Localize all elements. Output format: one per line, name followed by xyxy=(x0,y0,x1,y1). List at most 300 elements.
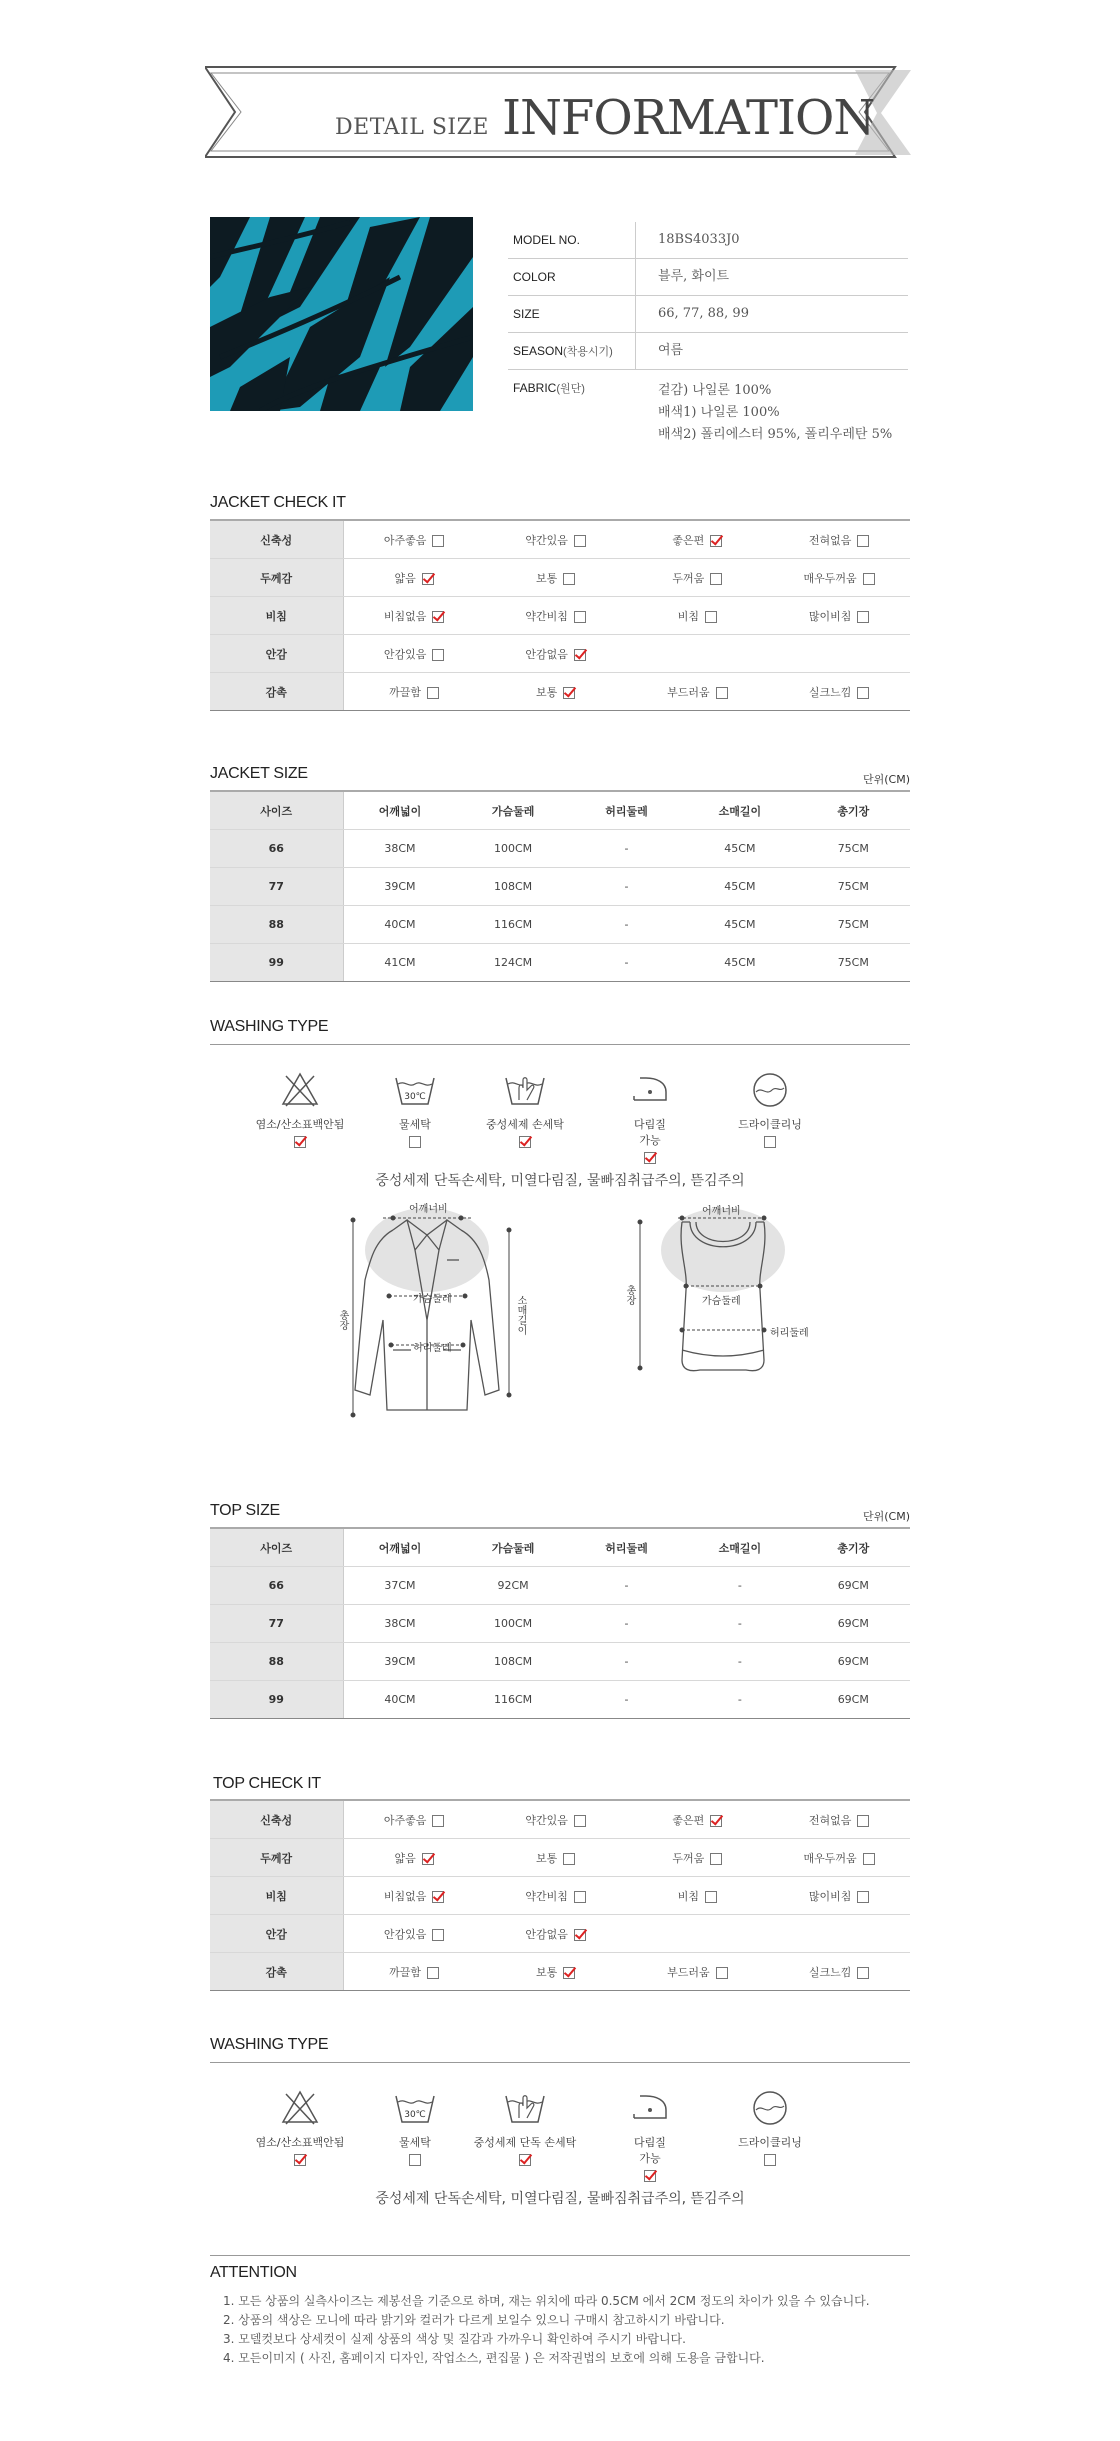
attention-item: 4. 모든이미지 ( 사진, 홈페이지 디자인, 작업소스, 편집물 ) 은 저작권법의 보호에 의해 도용을 금합니다. xyxy=(223,2351,765,2365)
check-cell xyxy=(343,1800,485,1839)
size-cell: - xyxy=(570,1681,683,1719)
jacket-diagram-svg xyxy=(335,1200,565,1440)
size-cell: 39CM xyxy=(343,1643,456,1681)
jacket-chest-label: 가슴둘레 xyxy=(413,1294,452,1305)
check-cell xyxy=(627,635,769,673)
washing-icons-1 xyxy=(210,1070,910,1190)
checkbox[interactable] xyxy=(644,1152,656,1164)
top-length-label: 총장 xyxy=(624,1285,635,1305)
check-cell xyxy=(485,520,627,559)
divider xyxy=(210,1044,910,1045)
jacket-diagram xyxy=(335,1200,565,1440)
check-cell xyxy=(627,1839,769,1877)
check-cell xyxy=(343,559,485,597)
checkbox[interactable] xyxy=(705,1891,717,1903)
fabric-swatch-image xyxy=(210,217,473,411)
check-option-label: 얇음 xyxy=(394,571,416,585)
iron-icon xyxy=(595,1070,705,1116)
size-cell: 92CM xyxy=(456,1567,569,1605)
check-cell xyxy=(627,597,769,635)
check-cell xyxy=(627,1953,769,1991)
checkbox[interactable] xyxy=(294,1136,306,1148)
checkbox[interactable] xyxy=(432,1891,444,1903)
info-row-fabric xyxy=(508,370,908,458)
washing-item xyxy=(470,2088,580,2166)
check-cell xyxy=(627,559,769,597)
washing-note: 중성세제 단독손세탁, 미열다림질, 물빠짐취급주의, 뜯김주의 xyxy=(375,2191,745,2207)
size-row xyxy=(210,1605,910,1643)
size-cell: 66 xyxy=(210,830,343,868)
info-divider xyxy=(635,333,636,369)
checkbox[interactable] xyxy=(563,573,575,585)
info-label xyxy=(513,370,585,407)
size-cell: 116CM xyxy=(456,906,569,944)
size-header-cell: 소매길이 xyxy=(683,791,796,830)
size-cell: 45CM xyxy=(683,944,796,982)
check-option-label: 안감있음 xyxy=(383,1927,427,1941)
check-option-label: 전혀없음 xyxy=(808,533,852,547)
top-check-section xyxy=(210,1775,910,1793)
dry-clean-icon xyxy=(715,1070,825,1116)
info-label-sub: (원단) xyxy=(556,383,585,395)
checkbox[interactable] xyxy=(710,1815,722,1827)
washing-item xyxy=(245,1070,355,1148)
check-row xyxy=(210,1915,910,1953)
top-size-unit: 단위(CM) xyxy=(862,1510,910,1523)
attention-section xyxy=(210,2255,910,2368)
iron-icon xyxy=(595,2088,705,2134)
check-cell xyxy=(343,520,485,559)
checkbox[interactable] xyxy=(427,687,439,699)
check-cell xyxy=(485,1915,627,1953)
size-row xyxy=(210,830,910,868)
size-cell: 75CM xyxy=(797,830,910,868)
size-cell: - xyxy=(570,906,683,944)
washing-label: 다림질 가능 xyxy=(634,1118,666,1147)
checkbox[interactable] xyxy=(863,573,875,585)
check-row-label: 신축성 xyxy=(210,520,343,559)
top-check-title: TOP CHECK IT xyxy=(213,1775,321,1792)
check-row-label: 비침 xyxy=(210,1877,343,1915)
no-bleach-icon xyxy=(245,2088,355,2134)
check-row-label: 안감 xyxy=(210,1915,343,1953)
size-cell: 88 xyxy=(210,1643,343,1681)
check-row-label: 두께감 xyxy=(210,559,343,597)
size-header-cell: 가슴둘레 xyxy=(456,791,569,830)
washing-label: 물세탁 xyxy=(399,1118,431,1131)
check-cell xyxy=(485,597,627,635)
check-option-label: 보통 xyxy=(535,1851,558,1865)
checkbox[interactable] xyxy=(574,649,586,661)
size-cell: 88 xyxy=(210,906,343,944)
washing-label: 다림질 가능 xyxy=(634,2136,666,2165)
checkbox[interactable] xyxy=(857,611,869,623)
check-row-label: 두께감 xyxy=(210,1839,343,1877)
fabric-swatch xyxy=(210,217,473,411)
temp-label: 30℃ xyxy=(404,1092,426,1102)
size-cell: 69CM xyxy=(797,1605,910,1643)
check-option-label: 약간비침 xyxy=(525,1889,568,1903)
size-cell: - xyxy=(570,1605,683,1643)
check-cell xyxy=(485,673,627,711)
size-cell: - xyxy=(570,830,683,868)
size-header-cell: 사이즈 xyxy=(210,1528,343,1567)
washing-title-2: WASHING TYPE xyxy=(210,2036,329,2053)
checkbox[interactable] xyxy=(294,2154,306,2166)
checkbox[interactable] xyxy=(563,1967,575,1979)
size-header-cell: 소매길이 xyxy=(683,1528,796,1567)
jacket-waist-label: 허리둘레 xyxy=(413,1343,452,1354)
washing-label: 드라이클리닝 xyxy=(738,1118,802,1131)
top-shoulder-label: 어깨너비 xyxy=(702,1206,741,1217)
washing-section-1 xyxy=(210,1018,910,1045)
product-info-table xyxy=(508,222,908,462)
checkbox[interactable] xyxy=(574,1815,586,1827)
size-cell: 75CM xyxy=(797,868,910,906)
info-label: MODEL NO. xyxy=(513,233,580,247)
size-row xyxy=(210,1681,910,1719)
info-value: 66, 77, 88, 99 xyxy=(658,306,749,321)
size-cell: 45CM xyxy=(683,830,796,868)
size-cell: 108CM xyxy=(456,1643,569,1681)
check-row-label: 신축성 xyxy=(210,1800,343,1839)
washing-label: 염소/산소표백안됨 xyxy=(255,1118,345,1131)
size-cell: - xyxy=(570,1567,683,1605)
top-waist-label: 허리둘레 xyxy=(770,1328,809,1339)
checkbox[interactable] xyxy=(857,1815,869,1827)
check-option-label: 두꺼움 xyxy=(672,571,705,585)
checkbox[interactable] xyxy=(432,535,444,547)
divider xyxy=(210,2255,910,2256)
size-cell: 99 xyxy=(210,1681,343,1719)
size-cell: 41CM xyxy=(343,944,456,982)
check-option-label: 매우두꺼움 xyxy=(803,571,857,585)
top-size-table-wrap xyxy=(210,1527,910,1719)
washing-label: 드라이클리닝 xyxy=(738,2136,802,2149)
jacket-size-unit: 단위(CM) xyxy=(862,773,910,786)
fabric-main: 겉감) 나일론 100% xyxy=(658,383,772,398)
size-row xyxy=(210,868,910,906)
top-size-table xyxy=(210,1527,910,1719)
check-cell xyxy=(343,1953,485,1991)
checkbox[interactable] xyxy=(519,1136,531,1148)
hand-wash-icon xyxy=(470,2088,580,2134)
check-option-label: 아주좋음 xyxy=(383,533,427,547)
check-cell xyxy=(343,673,485,711)
size-cell: 77 xyxy=(210,1605,343,1643)
jacket-size-section xyxy=(210,765,910,785)
checkbox[interactable] xyxy=(432,611,444,623)
checkbox[interactable] xyxy=(644,2170,656,2182)
size-cell: - xyxy=(683,1643,796,1681)
attention-title: ATTENTION xyxy=(210,2264,297,2281)
checkbox[interactable] xyxy=(563,687,575,699)
washing-item xyxy=(715,2088,825,2166)
check-option-label: 안감없음 xyxy=(525,647,568,661)
check-option-label: 까끌함 xyxy=(389,685,422,699)
washing-item xyxy=(715,1070,825,1148)
checkbox[interactable] xyxy=(857,687,869,699)
check-cell xyxy=(343,597,485,635)
size-cell: 99 xyxy=(210,944,343,982)
info-row-model xyxy=(508,222,908,259)
checkbox[interactable] xyxy=(764,1136,776,1148)
jacket-sleeve-label: 소매길이 xyxy=(515,1295,526,1335)
check-row xyxy=(210,520,910,559)
size-cell: - xyxy=(683,1681,796,1719)
check-cell xyxy=(485,1839,627,1877)
info-label: COLOR xyxy=(513,270,556,284)
jacket-size-table xyxy=(210,790,910,982)
info-divider xyxy=(635,296,636,332)
size-cell: 100CM xyxy=(456,1605,569,1643)
size-cell: 69CM xyxy=(797,1643,910,1681)
check-row xyxy=(210,635,910,673)
check-option-label: 비침없음 xyxy=(383,609,427,623)
checkbox[interactable] xyxy=(409,2154,421,2166)
jacket-check-table-wrap xyxy=(210,519,910,711)
washing-section-2 xyxy=(210,2036,910,2063)
washing-item xyxy=(595,1070,705,1164)
check-cell xyxy=(627,1877,769,1915)
jacket-shoulder-label: 어깨너비 xyxy=(409,1204,448,1215)
check-option-label: 좋은편 xyxy=(672,533,705,547)
checkbox[interactable] xyxy=(563,1853,575,1865)
checkbox[interactable] xyxy=(716,687,728,699)
hand-wash-icon xyxy=(470,1070,580,1116)
check-row xyxy=(210,597,910,635)
washing-label: 물세탁 xyxy=(399,2136,431,2149)
check-row xyxy=(210,1800,910,1839)
check-option-label: 안감없음 xyxy=(525,1927,568,1941)
info-divider xyxy=(635,259,636,295)
washing-icons-2 xyxy=(210,2088,910,2208)
checkbox[interactable] xyxy=(422,1853,434,1865)
check-cell xyxy=(485,1800,627,1839)
check-cell xyxy=(768,559,910,597)
checkbox[interactable] xyxy=(574,611,586,623)
washing-item xyxy=(360,2088,470,2166)
check-option-label: 매우두꺼움 xyxy=(803,1851,857,1865)
checkbox[interactable] xyxy=(409,1136,421,1148)
size-header-cell: 허리둘레 xyxy=(570,791,683,830)
check-row xyxy=(210,1839,910,1877)
info-value: 18BS4033J0 xyxy=(658,232,740,247)
check-option-label: 좋은편 xyxy=(672,1813,705,1827)
size-cell: - xyxy=(683,1567,796,1605)
size-cell: 45CM xyxy=(683,906,796,944)
checkbox[interactable] xyxy=(574,1891,586,1903)
washing-note: 중성세제 단독손세탁, 미열다림질, 물빠짐취급주의, 뜯김주의 xyxy=(375,1173,745,1189)
size-cell: - xyxy=(683,1605,796,1643)
check-cell xyxy=(343,1877,485,1915)
check-option-label: 실크느낌 xyxy=(808,1965,852,1979)
check-option-label: 많이비침 xyxy=(808,609,852,623)
attention-item: 2. 상품의 색상은 모니에 따라 밝기와 컬러가 다르게 보일수 있으니 구매시 참고하시기 바랍니다. xyxy=(223,2313,725,2327)
checkbox[interactable] xyxy=(574,535,586,547)
check-cell xyxy=(768,597,910,635)
size-cell: - xyxy=(570,1643,683,1681)
check-option-label: 많이비침 xyxy=(808,1889,852,1903)
check-option-label: 약간있음 xyxy=(525,1813,568,1827)
size-header-cell: 어깨넓이 xyxy=(343,791,456,830)
top-chest-label: 가슴둘레 xyxy=(702,1296,741,1307)
jacket-size-title: JACKET SIZE xyxy=(210,765,308,782)
banner-small-text: DETAIL SIZE xyxy=(335,115,489,140)
checkbox[interactable] xyxy=(857,1891,869,1903)
info-divider xyxy=(635,222,636,258)
fabric-extra-1: 배색1) 나일론 100% xyxy=(658,405,780,420)
size-header-cell: 어깨넓이 xyxy=(343,1528,456,1567)
check-cell xyxy=(485,1953,627,1991)
size-cell: 37CM xyxy=(343,1567,456,1605)
size-row xyxy=(210,1567,910,1605)
jacket-size-table-wrap xyxy=(210,790,910,982)
check-cell xyxy=(768,520,910,559)
checkbox[interactable] xyxy=(432,1929,444,1941)
attention-item: 1. 모든 상품의 실측사이즈는 제봉선을 기준으로 하며, 재는 위치에 따라 0.5CM 에서 2CM 정도의 차이가 있을 수 있습니다. xyxy=(223,2294,870,2308)
washing-item xyxy=(470,1070,580,1148)
check-cell xyxy=(768,1915,910,1953)
divider xyxy=(210,2062,910,2063)
size-cell: 40CM xyxy=(343,1681,456,1719)
info-value: 블루, 화이트 xyxy=(658,269,730,284)
checkbox[interactable] xyxy=(574,1929,586,1941)
top-check-table xyxy=(210,1799,910,1991)
check-row xyxy=(210,1877,910,1915)
checkbox[interactable] xyxy=(710,573,722,585)
size-cell: 69CM xyxy=(797,1681,910,1719)
check-row-label: 비침 xyxy=(210,597,343,635)
info-label-sub: (착용시기) xyxy=(563,346,613,358)
size-cell: 38CM xyxy=(343,830,456,868)
jacket-length-label: 총장 xyxy=(337,1310,348,1330)
check-cell xyxy=(627,1800,769,1839)
fabric-extra-2: 배색2) 폴리에스터 95%, 폴리우레탄 5% xyxy=(658,427,893,442)
check-cell xyxy=(768,1800,910,1839)
size-cell: 100CM xyxy=(456,830,569,868)
checkbox[interactable] xyxy=(427,1967,439,1979)
checkbox[interactable] xyxy=(519,2154,531,2166)
check-cell xyxy=(343,635,485,673)
washing-label: 염소/산소표백안됨 xyxy=(255,2136,345,2149)
info-label-main: FABRIC xyxy=(513,381,557,395)
check-option-label: 아주좋음 xyxy=(383,1813,427,1827)
check-option-label: 보통 xyxy=(535,685,558,699)
checkbox[interactable] xyxy=(422,573,434,585)
attention-list xyxy=(210,2292,910,2368)
checkbox[interactable] xyxy=(863,1853,875,1865)
check-cell xyxy=(627,673,769,711)
washing-item xyxy=(245,2088,355,2166)
check-row xyxy=(210,1953,910,1991)
size-cell: 75CM xyxy=(797,906,910,944)
check-cell xyxy=(768,1953,910,1991)
top-check-table-wrap xyxy=(210,1799,910,1991)
checkbox[interactable] xyxy=(710,1853,722,1865)
size-cell: 39CM xyxy=(343,868,456,906)
check-option-label: 안감있음 xyxy=(383,647,427,661)
top-size-title: TOP SIZE xyxy=(210,1502,280,1519)
size-row xyxy=(210,906,910,944)
check-option-label: 비침없음 xyxy=(383,1889,427,1903)
header-banner xyxy=(205,65,915,160)
checkbox[interactable] xyxy=(705,611,717,623)
attention-item: 3. 모델컷보다 상세컷이 실제 상품의 색상 및 질감과 가까우니 확인하여 주시기 바랍니다. xyxy=(223,2332,686,2346)
checkbox[interactable] xyxy=(710,535,722,547)
checkbox[interactable] xyxy=(432,1815,444,1827)
size-cell: 108CM xyxy=(456,868,569,906)
check-row-label: 안감 xyxy=(210,635,343,673)
size-cell: - xyxy=(570,868,683,906)
check-option-label: 보통 xyxy=(535,571,558,585)
checkbox[interactable] xyxy=(764,2154,776,2166)
check-option-label: 약간비침 xyxy=(525,609,568,623)
checkbox[interactable] xyxy=(716,1967,728,1979)
check-cell xyxy=(343,1839,485,1877)
check-option-label: 두꺼움 xyxy=(672,1851,705,1865)
size-row xyxy=(210,1643,910,1681)
check-cell xyxy=(485,635,627,673)
size-cell: 69CM xyxy=(797,1567,910,1605)
info-label-main: SEASON xyxy=(513,344,564,358)
check-option-label: 부드러움 xyxy=(667,1965,710,1979)
check-option-label: 보통 xyxy=(535,1965,558,1979)
check-option-label: 얇음 xyxy=(394,1851,416,1865)
washing-label: 중성세제 손세탁 xyxy=(486,1118,564,1131)
no-bleach-icon xyxy=(245,1070,355,1116)
washing-item xyxy=(595,2088,705,2182)
check-cell xyxy=(627,1915,769,1953)
size-cell: 40CM xyxy=(343,906,456,944)
size-header-cell: 총기장 xyxy=(797,791,910,830)
temp-label: 30℃ xyxy=(404,2110,426,2120)
size-cell: 45CM xyxy=(683,868,796,906)
washing-label: 중성세제 단독 손세탁 xyxy=(473,2136,577,2149)
checkbox[interactable] xyxy=(857,1967,869,1979)
size-cell: 75CM xyxy=(797,944,910,982)
size-header-cell: 사이즈 xyxy=(210,791,343,830)
check-option-label: 비침 xyxy=(677,1889,699,1903)
size-cell: 116CM xyxy=(456,1681,569,1719)
top-diagram-svg xyxy=(620,1200,850,1440)
checkbox[interactable] xyxy=(857,535,869,547)
size-row xyxy=(210,944,910,982)
check-row xyxy=(210,559,910,597)
size-cell: - xyxy=(570,944,683,982)
check-cell xyxy=(768,1839,910,1877)
banner-large-text: INFORMATION xyxy=(502,90,875,146)
check-cell xyxy=(485,559,627,597)
check-option-label: 까끌함 xyxy=(389,1965,422,1979)
info-label xyxy=(513,333,613,370)
check-row xyxy=(210,673,910,711)
check-cell xyxy=(768,635,910,673)
check-option-label: 전혀없음 xyxy=(808,1813,852,1827)
washing-item xyxy=(360,1070,470,1148)
check-option-label: 비침 xyxy=(677,609,699,623)
size-cell: 124CM xyxy=(456,944,569,982)
check-row-label: 감촉 xyxy=(210,673,343,711)
check-option-label: 실크느낌 xyxy=(808,685,852,699)
jacket-check-section xyxy=(210,494,910,512)
info-label: SIZE xyxy=(513,307,540,321)
size-cell: 77 xyxy=(210,868,343,906)
size-header-cell: 허리둘레 xyxy=(570,1528,683,1567)
check-cell xyxy=(768,673,910,711)
checkbox[interactable] xyxy=(432,649,444,661)
size-cell: 38CM xyxy=(343,1605,456,1643)
